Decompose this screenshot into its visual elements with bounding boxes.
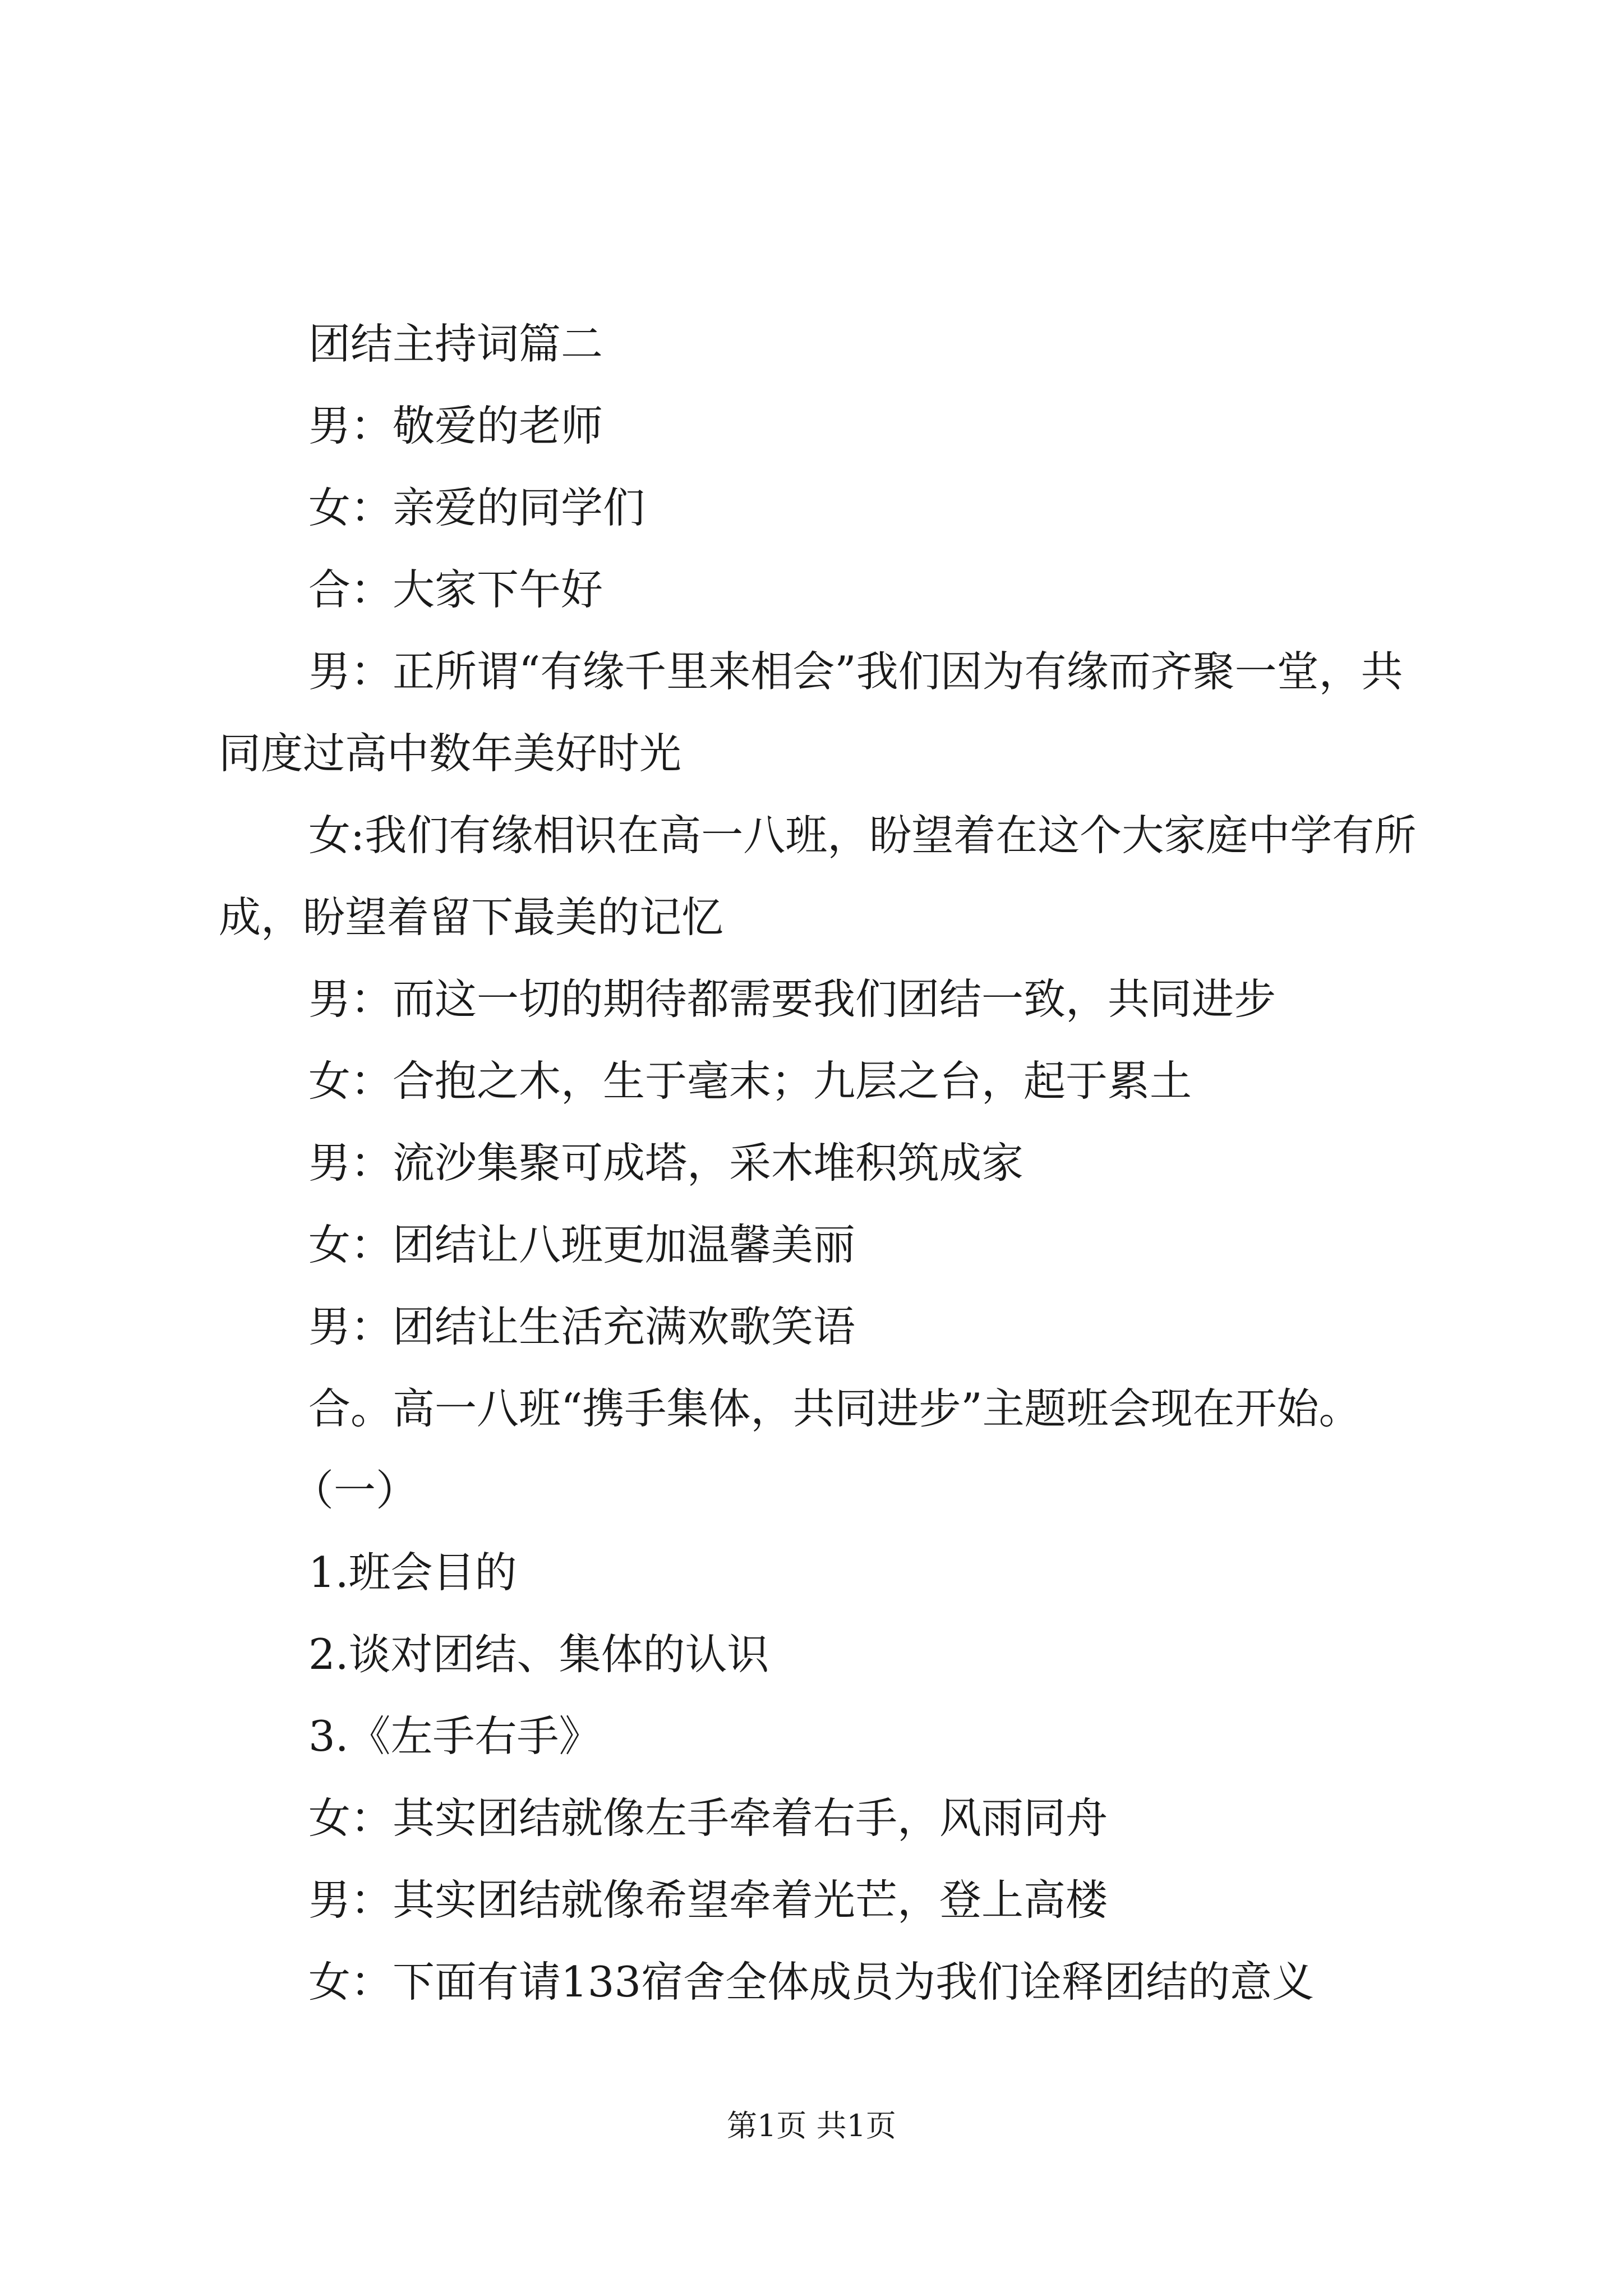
dialogue-line: 男：正所谓“有缘千里来相会”我们因为有缘而齐聚一堂，共同度过高中数年美好时光 (219, 647, 1403, 778)
list-item: 3.《左手右手》 (308, 1711, 601, 1761)
dialogue-line: 男：其实团结就像希望牵着光芒，登上高楼 (308, 1875, 1108, 1925)
list-item: 1.班会目的 (308, 1548, 517, 1597)
page-footer (0, 2106, 1623, 2146)
dialogue-line: 男：团结让生活充满欢歌笑语 (308, 1302, 856, 1351)
page-number-label: 第1页 共1页 (727, 2108, 896, 2143)
dialogue-line: 女：下面有请133宿舍全体成员为我们诠释团结的意义 (308, 1957, 1315, 2007)
section-marker: （一） (292, 1466, 418, 1515)
heading-paragraph: 团结主持词篇二 (308, 319, 603, 369)
document-body (219, 303, 1424, 2023)
list-item: 2.谈对团结、集体的认识 (308, 1630, 769, 1679)
dialogue-line: 女：合抱之木，生于毫末；九层之台，起于累土 (308, 1056, 1192, 1106)
dialogue-line: 女：亲爱的同学们 (308, 483, 645, 532)
dialogue-line: 男：流沙集聚可成塔，采木堆积筑成家 (308, 1138, 1024, 1188)
dialogue-line: 男：敬爱的老师 (308, 401, 603, 450)
dialogue-line: 男：而这一切的期待都需要我们团结一致，共同进步 (308, 974, 1276, 1024)
dialogue-line: 女:我们有缘相识在高一八班，盼望着在这个大家庭中学有所成，盼望着留下最美的记忆 (219, 811, 1417, 942)
dialogue-line: 女：其实团结就像左手牵着右手，风雨同舟 (308, 1793, 1108, 1843)
dialogue-line: 合。高一八班“携手集体，共同进步”主题班会现在开始。 (308, 1384, 1361, 1433)
dialogue-line: 合：大家下午好 (308, 565, 603, 614)
dialogue-line: 女：团结让八班更加温馨美丽 (308, 1220, 856, 1269)
